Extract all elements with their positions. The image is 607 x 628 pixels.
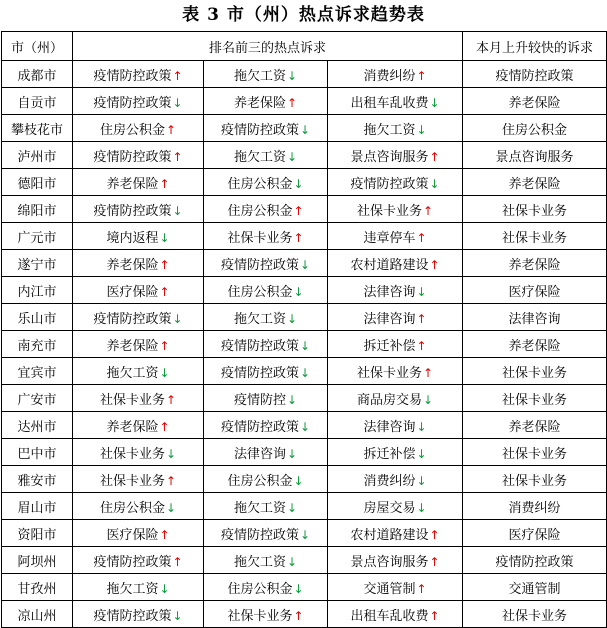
hotspot-cell <box>328 88 463 115</box>
city-cell: 凉山州 <box>2 601 73 628</box>
rising-cell: 疫情防控政策 <box>463 61 607 88</box>
hotspot-label: 养老保险 <box>106 338 159 354</box>
hotspot-label: 拖欠工资 <box>233 500 286 516</box>
trend-down-icon: ↓ <box>299 365 311 380</box>
trend-up-icon: ↑ <box>159 338 170 353</box>
trend-down-icon: ↓ <box>172 95 183 110</box>
hotspot-label: 养老保险 <box>106 419 159 435</box>
table-row <box>2 304 607 331</box>
hotspot-cell <box>73 331 204 358</box>
rising-cell: 社保卡业务 <box>463 223 607 250</box>
city-cell: 达州市 <box>2 412 73 439</box>
hotspot-cell <box>73 412 204 439</box>
hotspot-label: 疫情防控政策 <box>93 68 172 84</box>
hotspot-cell <box>73 142 204 169</box>
hotspot-label: 农村道路建设 <box>350 527 429 543</box>
table-row <box>2 493 607 520</box>
hotspot-cell <box>204 196 328 223</box>
trend-down-icon: ↓ <box>429 176 440 191</box>
city-cell: 绵阳市 <box>2 196 73 223</box>
city-cell: 巴中市 <box>2 439 73 466</box>
hotspot-label: 疫情防控政策 <box>93 203 172 219</box>
trend-up-icon: ↑ <box>172 149 183 164</box>
hotspot-label: 疫情防控政策 <box>93 95 172 111</box>
hotspot-cell <box>204 601 328 628</box>
hotspot-label: 交通管制 <box>363 581 416 597</box>
hotspot-label: 疫情防控政策 <box>350 176 429 192</box>
trend-down-icon: ↓ <box>416 473 427 488</box>
hotspot-cell <box>204 304 328 331</box>
trend-down-icon: ↓ <box>299 527 311 542</box>
trend-up-icon: ↑ <box>416 581 427 596</box>
hotspot-label: 疫情防控政策 <box>220 419 299 435</box>
trend-up-icon: ↑ <box>286 95 298 110</box>
hotspot-cell <box>73 304 204 331</box>
hotspot-label: 医疗保险 <box>106 284 159 300</box>
hotspot-cell <box>73 601 204 628</box>
hotspot-label: 疫情防控政策 <box>93 311 172 327</box>
hotspot-label: 房屋交易 <box>363 500 416 516</box>
hotspot-cell <box>328 547 463 574</box>
hotspot-label: 疫情防控政策 <box>220 338 299 354</box>
rising-cell: 交通管制 <box>463 574 607 601</box>
trend-up-icon: ↑ <box>293 203 304 218</box>
trend-up-icon: ↑ <box>159 419 170 434</box>
hotspot-cell <box>204 115 328 142</box>
trend-down-icon: ↓ <box>286 311 298 326</box>
hotspot-label: 住房公积金 <box>99 500 165 516</box>
hotspot-label: 出租车乱收费 <box>350 95 429 111</box>
rising-cell: 社保卡业务 <box>463 196 607 223</box>
rising-cell: 养老保险 <box>463 331 607 358</box>
hotspot-cell <box>204 250 328 277</box>
hotspot-cell <box>328 358 463 385</box>
city-cell: 攀枝花市 <box>2 115 73 142</box>
hotspot-label: 法律咨询 <box>363 419 416 435</box>
hotspot-label: 疫情防控政策 <box>93 608 172 624</box>
trend-down-icon: ↓ <box>286 446 298 461</box>
rising-cell: 住房公积金 <box>463 115 607 142</box>
trend-down-icon: ↓ <box>293 176 304 191</box>
header-row <box>2 32 607 61</box>
table-row <box>2 439 607 466</box>
trend-down-icon: ↓ <box>286 149 298 164</box>
hotspot-label: 商品房交易 <box>356 392 422 408</box>
hotspot-cell <box>204 412 328 439</box>
rising-cell: 养老保险 <box>463 88 607 115</box>
rising-cell: 疫情防控政策 <box>463 547 607 574</box>
hotspot-cell <box>328 439 463 466</box>
city-cell: 广安市 <box>2 385 73 412</box>
hotspot-cell <box>328 385 463 412</box>
trend-up-icon: ↑ <box>416 311 427 326</box>
trend-down-icon: ↓ <box>299 419 311 434</box>
trend-down-icon: ↓ <box>159 230 170 245</box>
hotspot-label: 住房公积金 <box>227 176 293 192</box>
rising-cell: 养老保险 <box>463 412 607 439</box>
hotspot-label: 法律咨询 <box>233 446 286 462</box>
hotspot-label: 住房公积金 <box>227 203 293 219</box>
hotspot-cell <box>328 520 463 547</box>
hotspot-cell <box>328 331 463 358</box>
table-row <box>2 169 607 196</box>
trend-up-icon: ↑ <box>159 527 170 542</box>
hotspot-cell <box>73 196 204 223</box>
trend-down-icon: ↓ <box>299 122 311 137</box>
rising-cell: 社保卡业务 <box>463 466 607 493</box>
trend-down-icon: ↓ <box>416 284 427 299</box>
table-row <box>2 358 607 385</box>
hotspot-label: 拖欠工资 <box>106 581 159 597</box>
table-row <box>2 601 607 628</box>
trend-up-icon: ↑ <box>429 608 440 623</box>
hotspot-label: 疫情防控政策 <box>220 527 299 543</box>
hotspot-label: 消费纠纷 <box>363 68 416 84</box>
trend-up-icon: ↑ <box>172 68 183 83</box>
hotspot-label: 景点咨询服务 <box>350 149 429 165</box>
trend-up-icon: ↑ <box>165 392 177 407</box>
trend-up-icon: ↑ <box>429 554 440 569</box>
hotspot-cell <box>328 223 463 250</box>
city-cell: 内江市 <box>2 277 73 304</box>
hotspot-label: 养老保险 <box>106 176 159 192</box>
city-cell: 乐山市 <box>2 304 73 331</box>
hotspot-cell <box>328 250 463 277</box>
rising-cell: 法律咨询 <box>463 304 607 331</box>
hotspot-cell <box>73 358 204 385</box>
table-row <box>2 412 607 439</box>
hotspot-label: 拆迁补偿 <box>363 338 416 354</box>
hotspot-label: 住房公积金 <box>227 581 293 597</box>
header-rising: 本月上升较快的诉求 <box>463 32 607 61</box>
hotspot-label: 养老保险 <box>106 257 159 273</box>
trend-down-icon: ↓ <box>299 338 311 353</box>
rising-cell: 消费纠纷 <box>463 493 607 520</box>
trend-down-icon: ↓ <box>416 446 427 461</box>
city-cell: 雅安市 <box>2 466 73 493</box>
hotspot-label: 拖欠工资 <box>233 311 286 327</box>
rising-cell: 社保卡业务 <box>463 439 607 466</box>
header-city: 市（州） <box>2 32 73 61</box>
hotspot-cell <box>73 88 204 115</box>
hotspot-cell <box>328 115 463 142</box>
hotspot-cell <box>204 358 328 385</box>
trend-down-icon: ↓ <box>172 608 183 623</box>
trend-up-icon: ↑ <box>416 338 427 353</box>
trend-down-icon: ↓ <box>416 122 427 137</box>
rising-cell: 医疗保险 <box>463 520 607 547</box>
hotspot-label: 拖欠工资 <box>106 365 159 381</box>
trend-up-icon: ↑ <box>416 68 427 83</box>
trend-down-icon: ↓ <box>159 365 170 380</box>
hotspot-cell <box>204 466 328 493</box>
hotspot-label: 拆迁补偿 <box>363 446 416 462</box>
rising-cell: 社保卡业务 <box>463 601 607 628</box>
hotspot-label: 疫情防控政策 <box>220 257 299 273</box>
trend-up-icon: ↑ <box>159 284 170 299</box>
hotspot-label: 疫情防控 <box>233 392 286 408</box>
rising-cell: 养老保险 <box>463 169 607 196</box>
trend-down-icon: ↓ <box>286 554 298 569</box>
hotspot-cell <box>204 277 328 304</box>
city-cell: 南充市 <box>2 331 73 358</box>
hotspot-cell <box>328 61 463 88</box>
hotspot-label: 出租车乱收费 <box>350 608 429 624</box>
hotspot-cell <box>73 466 204 493</box>
trend-down-icon: ↓ <box>165 500 177 515</box>
hotspot-label: 住房公积金 <box>227 284 293 300</box>
trend-down-icon: ↓ <box>416 419 427 434</box>
hotspot-cell <box>73 115 204 142</box>
trend-up-icon: ↑ <box>422 203 434 218</box>
city-cell: 阿坝州 <box>2 547 73 574</box>
hotspot-label: 法律咨询 <box>363 284 416 300</box>
hotspot-cell <box>204 142 328 169</box>
table-row <box>2 250 607 277</box>
trend-down-icon: ↓ <box>159 581 170 596</box>
table-row <box>2 196 607 223</box>
trend-up-icon: ↑ <box>293 230 304 245</box>
trend-down-icon: ↓ <box>293 284 304 299</box>
hotspot-trend-table <box>1 31 607 628</box>
city-cell: 甘孜州 <box>2 574 73 601</box>
hotspot-label: 拖欠工资 <box>233 554 286 570</box>
hotspot-label: 拖欠工资 <box>233 68 286 84</box>
trend-up-icon: ↑ <box>159 176 170 191</box>
hotspot-cell <box>328 466 463 493</box>
hotspot-cell <box>204 547 328 574</box>
trend-down-icon: ↓ <box>286 68 298 83</box>
city-cell: 遂宁市 <box>2 250 73 277</box>
city-cell: 广元市 <box>2 223 73 250</box>
hotspot-label: 住房公积金 <box>227 473 293 489</box>
hotspot-label: 法律咨询 <box>363 311 416 327</box>
hotspot-cell <box>328 601 463 628</box>
table-row <box>2 466 607 493</box>
trend-down-icon: ↓ <box>416 500 427 515</box>
rising-cell: 养老保险 <box>463 250 607 277</box>
hotspot-label: 社保卡业务 <box>356 203 422 219</box>
trend-down-icon: ↓ <box>422 392 434 407</box>
table-row <box>2 520 607 547</box>
hotspot-cell <box>328 574 463 601</box>
trend-up-icon: ↑ <box>165 473 177 488</box>
table-row <box>2 223 607 250</box>
hotspot-cell <box>204 493 328 520</box>
trend-up-icon: ↑ <box>422 365 434 380</box>
hotspot-cell <box>328 169 463 196</box>
hotspot-label: 疫情防控政策 <box>220 365 299 381</box>
rising-cell: 社保卡业务 <box>463 358 607 385</box>
hotspot-cell <box>73 493 204 520</box>
rising-cell: 社保卡业务 <box>463 385 607 412</box>
hotspot-label: 拖欠工资 <box>233 149 286 165</box>
hotspot-cell <box>328 196 463 223</box>
hotspot-label: 消费纠纷 <box>363 473 416 489</box>
table-row <box>2 142 607 169</box>
city-cell: 德阳市 <box>2 169 73 196</box>
table-row <box>2 115 607 142</box>
hotspot-cell <box>204 439 328 466</box>
table-row <box>2 574 607 601</box>
trend-up-icon: ↑ <box>165 122 177 137</box>
hotspot-cell <box>204 385 328 412</box>
hotspot-label: 拖欠工资 <box>363 122 416 138</box>
trend-up-icon: ↑ <box>159 257 170 272</box>
trend-down-icon: ↓ <box>172 203 183 218</box>
hotspot-cell <box>328 277 463 304</box>
hotspot-label: 社保卡业务 <box>227 608 293 624</box>
hotspot-label: 医疗保险 <box>106 527 159 543</box>
hotspot-label: 农村道路建设 <box>350 257 429 273</box>
hotspot-cell <box>204 331 328 358</box>
trend-down-icon: ↓ <box>286 500 298 515</box>
city-cell: 资阳市 <box>2 520 73 547</box>
trend-down-icon: ↓ <box>299 257 311 272</box>
header-top3: 排名前三的热点诉求 <box>73 32 463 61</box>
hotspot-cell <box>204 61 328 88</box>
hotspot-cell <box>73 385 204 412</box>
hotspot-cell <box>73 223 204 250</box>
hotspot-label: 违章停车 <box>363 230 416 246</box>
hotspot-label: 景点咨询服务 <box>350 554 429 570</box>
trend-up-icon: ↑ <box>429 149 440 164</box>
city-cell: 自贡市 <box>2 88 73 115</box>
table-row <box>2 331 607 358</box>
hotspot-label: 社保卡业务 <box>99 473 165 489</box>
rising-cell: 医疗保险 <box>463 277 607 304</box>
trend-up-icon: ↑ <box>293 608 304 623</box>
trend-up-icon: ↑ <box>172 554 183 569</box>
hotspot-cell <box>73 520 204 547</box>
hotspot-cell <box>328 304 463 331</box>
table-row <box>2 547 607 574</box>
city-cell: 眉山市 <box>2 493 73 520</box>
trend-down-icon: ↓ <box>172 311 183 326</box>
trend-up-icon: ↑ <box>416 230 427 245</box>
hotspot-cell <box>204 520 328 547</box>
trend-down-icon: ↓ <box>286 392 298 407</box>
hotspot-cell <box>204 223 328 250</box>
hotspot-cell <box>73 439 204 466</box>
hotspot-label: 社保卡业务 <box>99 446 165 462</box>
trend-down-icon: ↓ <box>293 473 304 488</box>
hotspot-cell <box>73 250 204 277</box>
hotspot-cell <box>204 574 328 601</box>
hotspot-cell <box>73 277 204 304</box>
hotspot-label: 社保卡业务 <box>99 392 165 408</box>
rising-cell: 景点咨询服务 <box>463 142 607 169</box>
hotspot-label: 养老保险 <box>233 95 286 111</box>
hotspot-cell <box>328 412 463 439</box>
table-row <box>2 88 607 115</box>
trend-up-icon: ↑ <box>429 527 440 542</box>
hotspot-label: 境内返程 <box>106 230 159 246</box>
hotspot-cell <box>204 169 328 196</box>
hotspot-cell <box>73 61 204 88</box>
hotspot-cell <box>204 88 328 115</box>
trend-down-icon: ↓ <box>165 446 177 461</box>
hotspot-label: 社保卡业务 <box>227 230 293 246</box>
table-row <box>2 277 607 304</box>
hotspot-cell <box>73 574 204 601</box>
hotspot-cell <box>73 547 204 574</box>
city-cell: 宜宾市 <box>2 358 73 385</box>
table-title: 表 3 市（州）热点诉求趋势表 <box>182 5 425 25</box>
trend-down-icon: ↓ <box>429 95 440 110</box>
city-cell: 成都市 <box>2 61 73 88</box>
table-row <box>2 385 607 412</box>
trend-down-icon: ↓ <box>293 581 304 596</box>
hotspot-cell <box>328 142 463 169</box>
hotspot-label: 住房公积金 <box>99 122 165 138</box>
city-cell: 泸州市 <box>2 142 73 169</box>
table-row <box>2 61 607 88</box>
hotspot-label: 社保卡业务 <box>356 365 422 381</box>
hotspot-label: 疫情防控政策 <box>93 149 172 165</box>
hotspot-label: 疫情防控政策 <box>93 554 172 570</box>
hotspot-label: 疫情防控政策 <box>220 122 299 138</box>
trend-up-icon: ↑ <box>429 257 440 272</box>
hotspot-cell <box>328 493 463 520</box>
hotspot-cell <box>73 169 204 196</box>
